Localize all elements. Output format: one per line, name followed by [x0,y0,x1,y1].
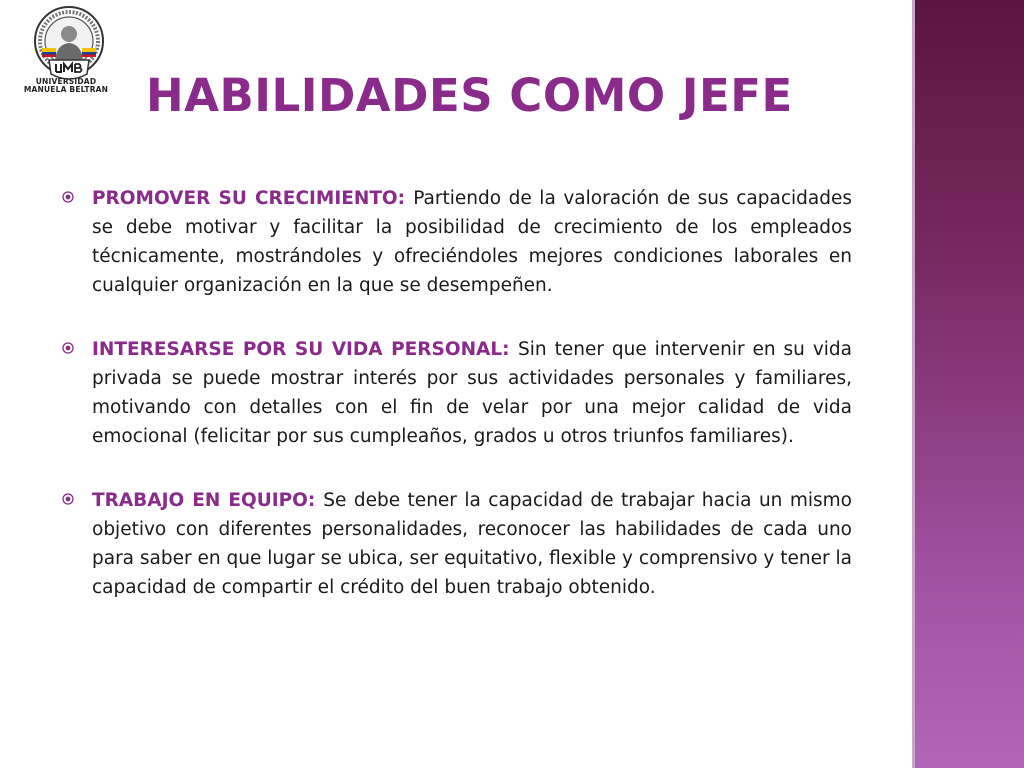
bullet-text: Se debe tener la capacidad de trabajar hacia un mismo objetivo con diferentes personalidades, reconocer las habilidades de cada uno para saber en que lugar se ubica, ser equitativo, flexible y comprensivo y tener la capacidad de compartir el crédito del buen trabajo obtenido. [92,490,852,598]
bullet-list [62,184,852,637]
bullet-paragraph [92,335,852,451]
bullet-item-trabajo-equipo [62,486,852,602]
university-name-line2: MANUELA BELTRAN [23,85,109,94]
bullet-icon [62,493,74,505]
bullet-icon [62,191,74,203]
bullet-icon [62,342,74,354]
bullet-label: TRABAJO EN EQUIPO: [92,490,324,511]
bullet-label: PROMOVER SU CRECIMIENTO: [92,188,414,209]
bullet-text: Partiendo de la valoración de sus capacidades se debe motivar y facilitar la posibilidad de crecimiento de los empleados técnicamente, mostrándoles y ofreciéndoles mejores condiciones laborales en cualquier organización en la que se desempeñen. [92,188,852,296]
bullet-paragraph [92,486,852,602]
decorative-side-bar [912,0,1024,768]
university-name-line1: UNIVERSIDAD [35,77,97,86]
bullet-paragraph [92,184,852,300]
bullet-text: Sin tener que intervenir en su vida privada se puede mostrar interés por sus actividades personales y familiares, motivando con detalles con el fin de velar por una mejor calidad de vida emocional (felicitar por sus cumpleaños, grados u otros triunfos familiares). [92,339,852,447]
university-name [16,78,116,94]
bullet-item-vida-personal [62,335,852,451]
bullet-item-promover [62,184,852,300]
bullet-label: INTERESARSE POR SU VIDA PERSONAL: [92,339,519,360]
slide-title: HABILIDADES COMO JEFE [146,69,793,122]
side-bar-edge [912,0,915,768]
